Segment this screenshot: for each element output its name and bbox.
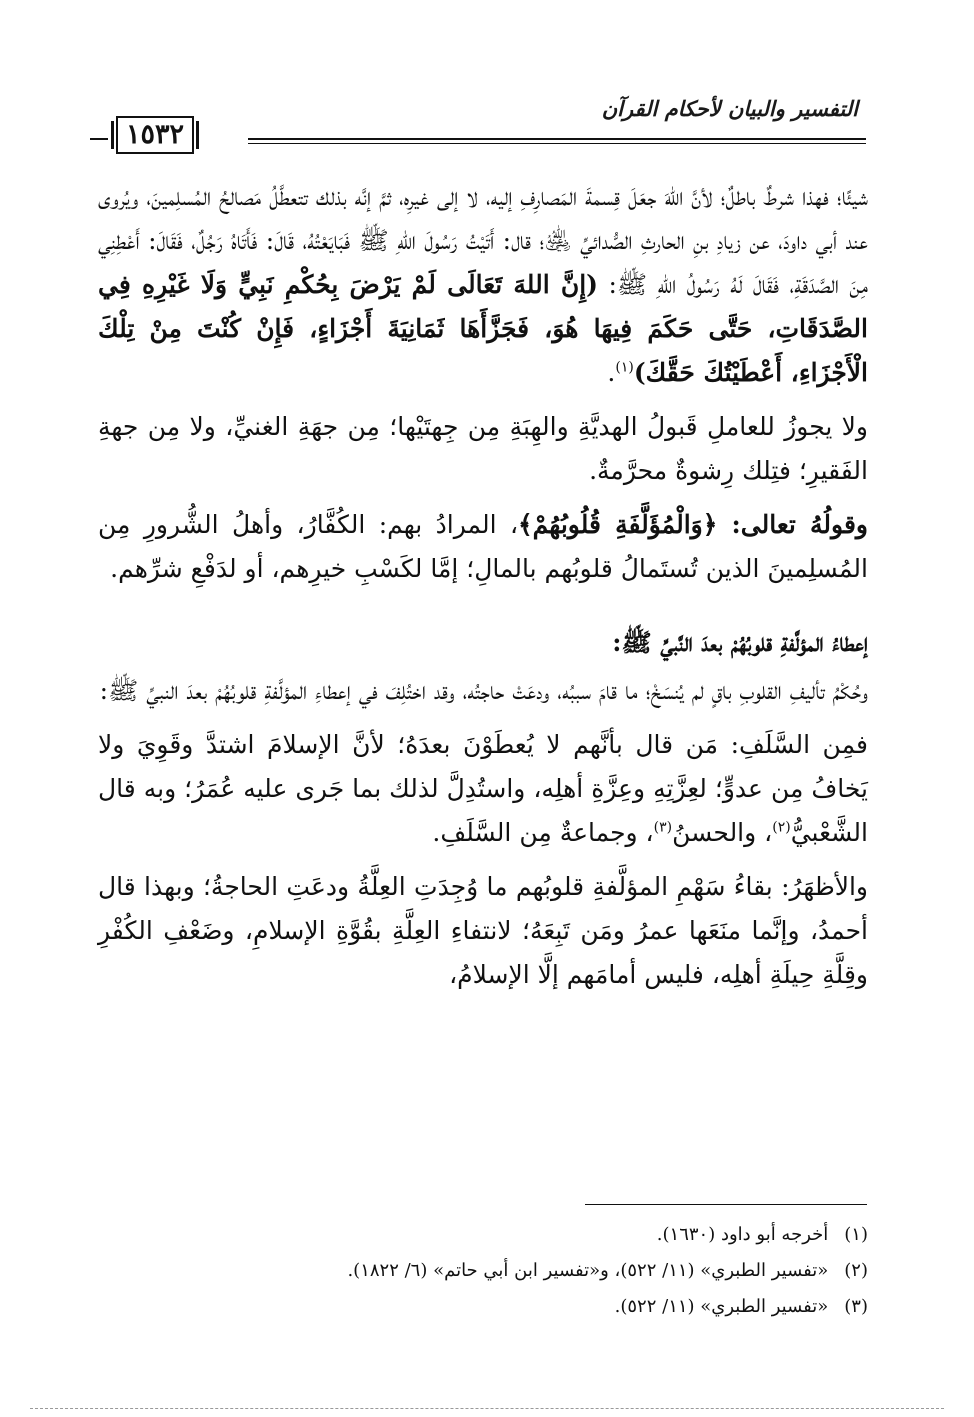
footnotes — [98, 1217, 868, 1325]
footnote-ref-2: (٢) — [772, 819, 791, 836]
footnote-ref-1: (١) — [615, 359, 634, 376]
page-header — [98, 96, 866, 156]
paragraph-5-text-c: ، وجماعةٌ مِن السَّلَفِ. — [432, 818, 654, 847]
footnote-text: «تفسير الطبري» (١١/ ٥٢٢). — [614, 1296, 829, 1317]
header-rule — [248, 138, 866, 140]
main-text — [98, 175, 868, 997]
paragraph-6: والأظهَرُ: بقاءُ سَهْمِ المؤلَّفةِ قلوبُهم ما وُجِدَتِ العِلَّةُ ودعَتِ الحاجةُ؛ وبهذا قال أحمدُ، وإنَّما منَعَها عمرُ ومَن تَبِعَهُ؛ لانتفاءِ العِلَّةِ بقُوَّةِ الإسلامِ، وضَعْفِ الكُفْرِ وقِلَّةِ حِيلَةِ أهلِه، فليس أمامَهم إلَّا الإسلامُ، — [98, 872, 869, 989]
footnote-2 — [98, 1253, 868, 1289]
scan-edge — [30, 1408, 944, 1409]
paragraph-4: وحُكْمُ تأليفِ القلوبِ باقٍ لم يُنسَخْ؛ ما قامَ سببُه، ودعَتْ حاجتُه، وقد اختُلِفَ في إعطاءِ المؤلَّفةِ قلوبُهُمْ بعدَ النبيِّ ﷺ: — [99, 676, 868, 705]
paragraph-3-text: ، المرادُ بهم: الكُفَّارُ، وأهلُ الشُّرورِ مِن المُسلِمينَ الذين تُستَمالُ قلوبُهم بالمالِ؛ إمَّا لكَسْبِ خيرِهم، أو لدَفْعِ شرِّهم. — [98, 510, 868, 583]
footnote-separator — [585, 1204, 867, 1205]
paragraph-3 — [98, 503, 868, 591]
footnote-number: (٢) — [844, 1260, 868, 1281]
header-rule-thin — [248, 143, 866, 144]
paragraph-5-text-a: فمِن السَّلَفِ: مَن قال بأنَّهم لا يُعطَوْنَ بعدَهُ؛ لأنَّ الإسلامَ اشتدَّ وقَوِيَ ولا يَخافُ مِن عدوٍّ؛ لعِزَّتِهِ وعِزَّةِ أهلِه، واستُدِلَّ لذلك بما جَرى عليه عُمَرُ؛ وبه قال الشَّعْبيُّ — [98, 730, 868, 847]
paragraph-5 — [98, 723, 868, 855]
running-title: التفسير والبيان لأحكام القرآن — [601, 96, 858, 121]
footnote-text: أخرجه أبو داود (١٦٣٠). — [656, 1224, 829, 1245]
verse-intro: وقولُهُ تعالى: ﴿وَالْمُؤَلَّفَةِ قُلُوبُهُمْ﴾ — [518, 510, 868, 539]
footnote-text: «تفسير الطبري» (١١/ ٥٢٢)، و«تفسير ابن أبي حاتم» (٦/ ١٨٢٢). — [347, 1260, 829, 1281]
footnote-1 — [98, 1217, 868, 1253]
footnote-number: (١) — [844, 1224, 868, 1245]
hadith-quote: (إِنَّ اللهَ تَعَالَى لَمْ يَرْضَ بِحُكْمِ نَبِيٍّ وَلَا غَيْرِهِ فِي الصَّدَقَاتِ، حَتَّى حَكَمَ فِيهَا هُوَ، فَجَزَّأَهَا ثَمَانِيَةَ أَجْزَاءٍ، فَإِنْ كُنْتَ مِنْ تِلْكَ الْأَجْزَاءِ، أَعْطَيْتُكَ حَقَّكَ) — [98, 270, 868, 387]
header-rule-left — [90, 138, 108, 140]
paragraph-5-text-b: ، والحسنُ — [672, 818, 773, 847]
footnote-ref-3: (٣) — [653, 819, 673, 836]
section-heading: إعطاءُ المؤلَّفةِ قلوبُهُمْ بعدَ النَّبيِّ ﷺ: — [612, 628, 868, 657]
paragraph-1: شيئًا؛ فهذا شرطٌ باطلٌ؛ لأنَّ اللهَ جعَلَ قِسمةَ المَصارِفِ إليه، لا إلى غيرِه، ثمَّ إنَّه بذلك تتعطَّلُ مَصالحُ المُسلِمينَ، ويُروى عند أبي داودَ، عن زيادِ بنِ الحارثِ الصُّدائيِّ ﵁؛ قال: أَتَيْتُ رَسُولَ اللهِ ﷺ فَبَايَعْتُهُ، قَالَ: فَأَتَاهُ رَجُلٌ، فَقَالَ: أَعْطِنِي مِنَ الصَّدَقَةِ، فَقَالَ لَهُ رَسُولُ اللهِ ﷺ: (إِنَّ اللهَ تَعَالَى لَمْ يَرْضَ بِحُكْمِ نَبِيٍّ وَلَا غَيْرِهِ فِي الصَّدَقَاتِ، حَتَّى حَكَمَ فِيهَا هُوَ، فَجَزَّأَهَا ثَمَانِيَةَ أَجْزَاءٍ، فَإِنْ كُنْتَ مِنْ تِلْكَ الْأَجْزَاءِ، أَعْطَيْتُكَ حَقَّكَ)$^{(١)}$. — [98, 182, 869, 387]
paragraph-1-text: شيئًا؛ فهذا شرطٌ باطلٌ؛ لأنَّ اللهَ جعَلَ قِسمةَ المَصارِفِ إليه، لا إلى غيرِه، ثمَّ إنَّه بذلك تتعطَّلُ مَصالحُ المُسلِمينَ، ويُروى عند أبي داودَ، عن زيادِ بنِ الحارثِ الصُّدائيِّ ﵁؛ قال: أَتَيْتُ رَسُولَ اللهِ ﷺ فَبَايَعْتُهُ، قَالَ: فَأَتَاهُ رَجُلٌ، فَقَالَ: أَعْطِنِي مِنَ الصَّدَقَةِ، فَقَالَ لَهُ رَسُولُ اللهِ ﷺ: — [98, 182, 869, 299]
footnote-number: (٣) — [844, 1296, 868, 1317]
paragraph-2: ولا يجوزُ للعاملِ قَبولُ الهديَّةِ والهِبَةِ مِن جِهتَيْها؛ مِن جهَةِ الغنيِّ، ولا مِن جهةِ الفَقيرِ؛ فتِلك رِشوةٌ محرَّمةٌ. — [98, 412, 868, 485]
footnote-3 — [98, 1289, 868, 1325]
page-number: ١٥٣٢ — [116, 116, 194, 154]
